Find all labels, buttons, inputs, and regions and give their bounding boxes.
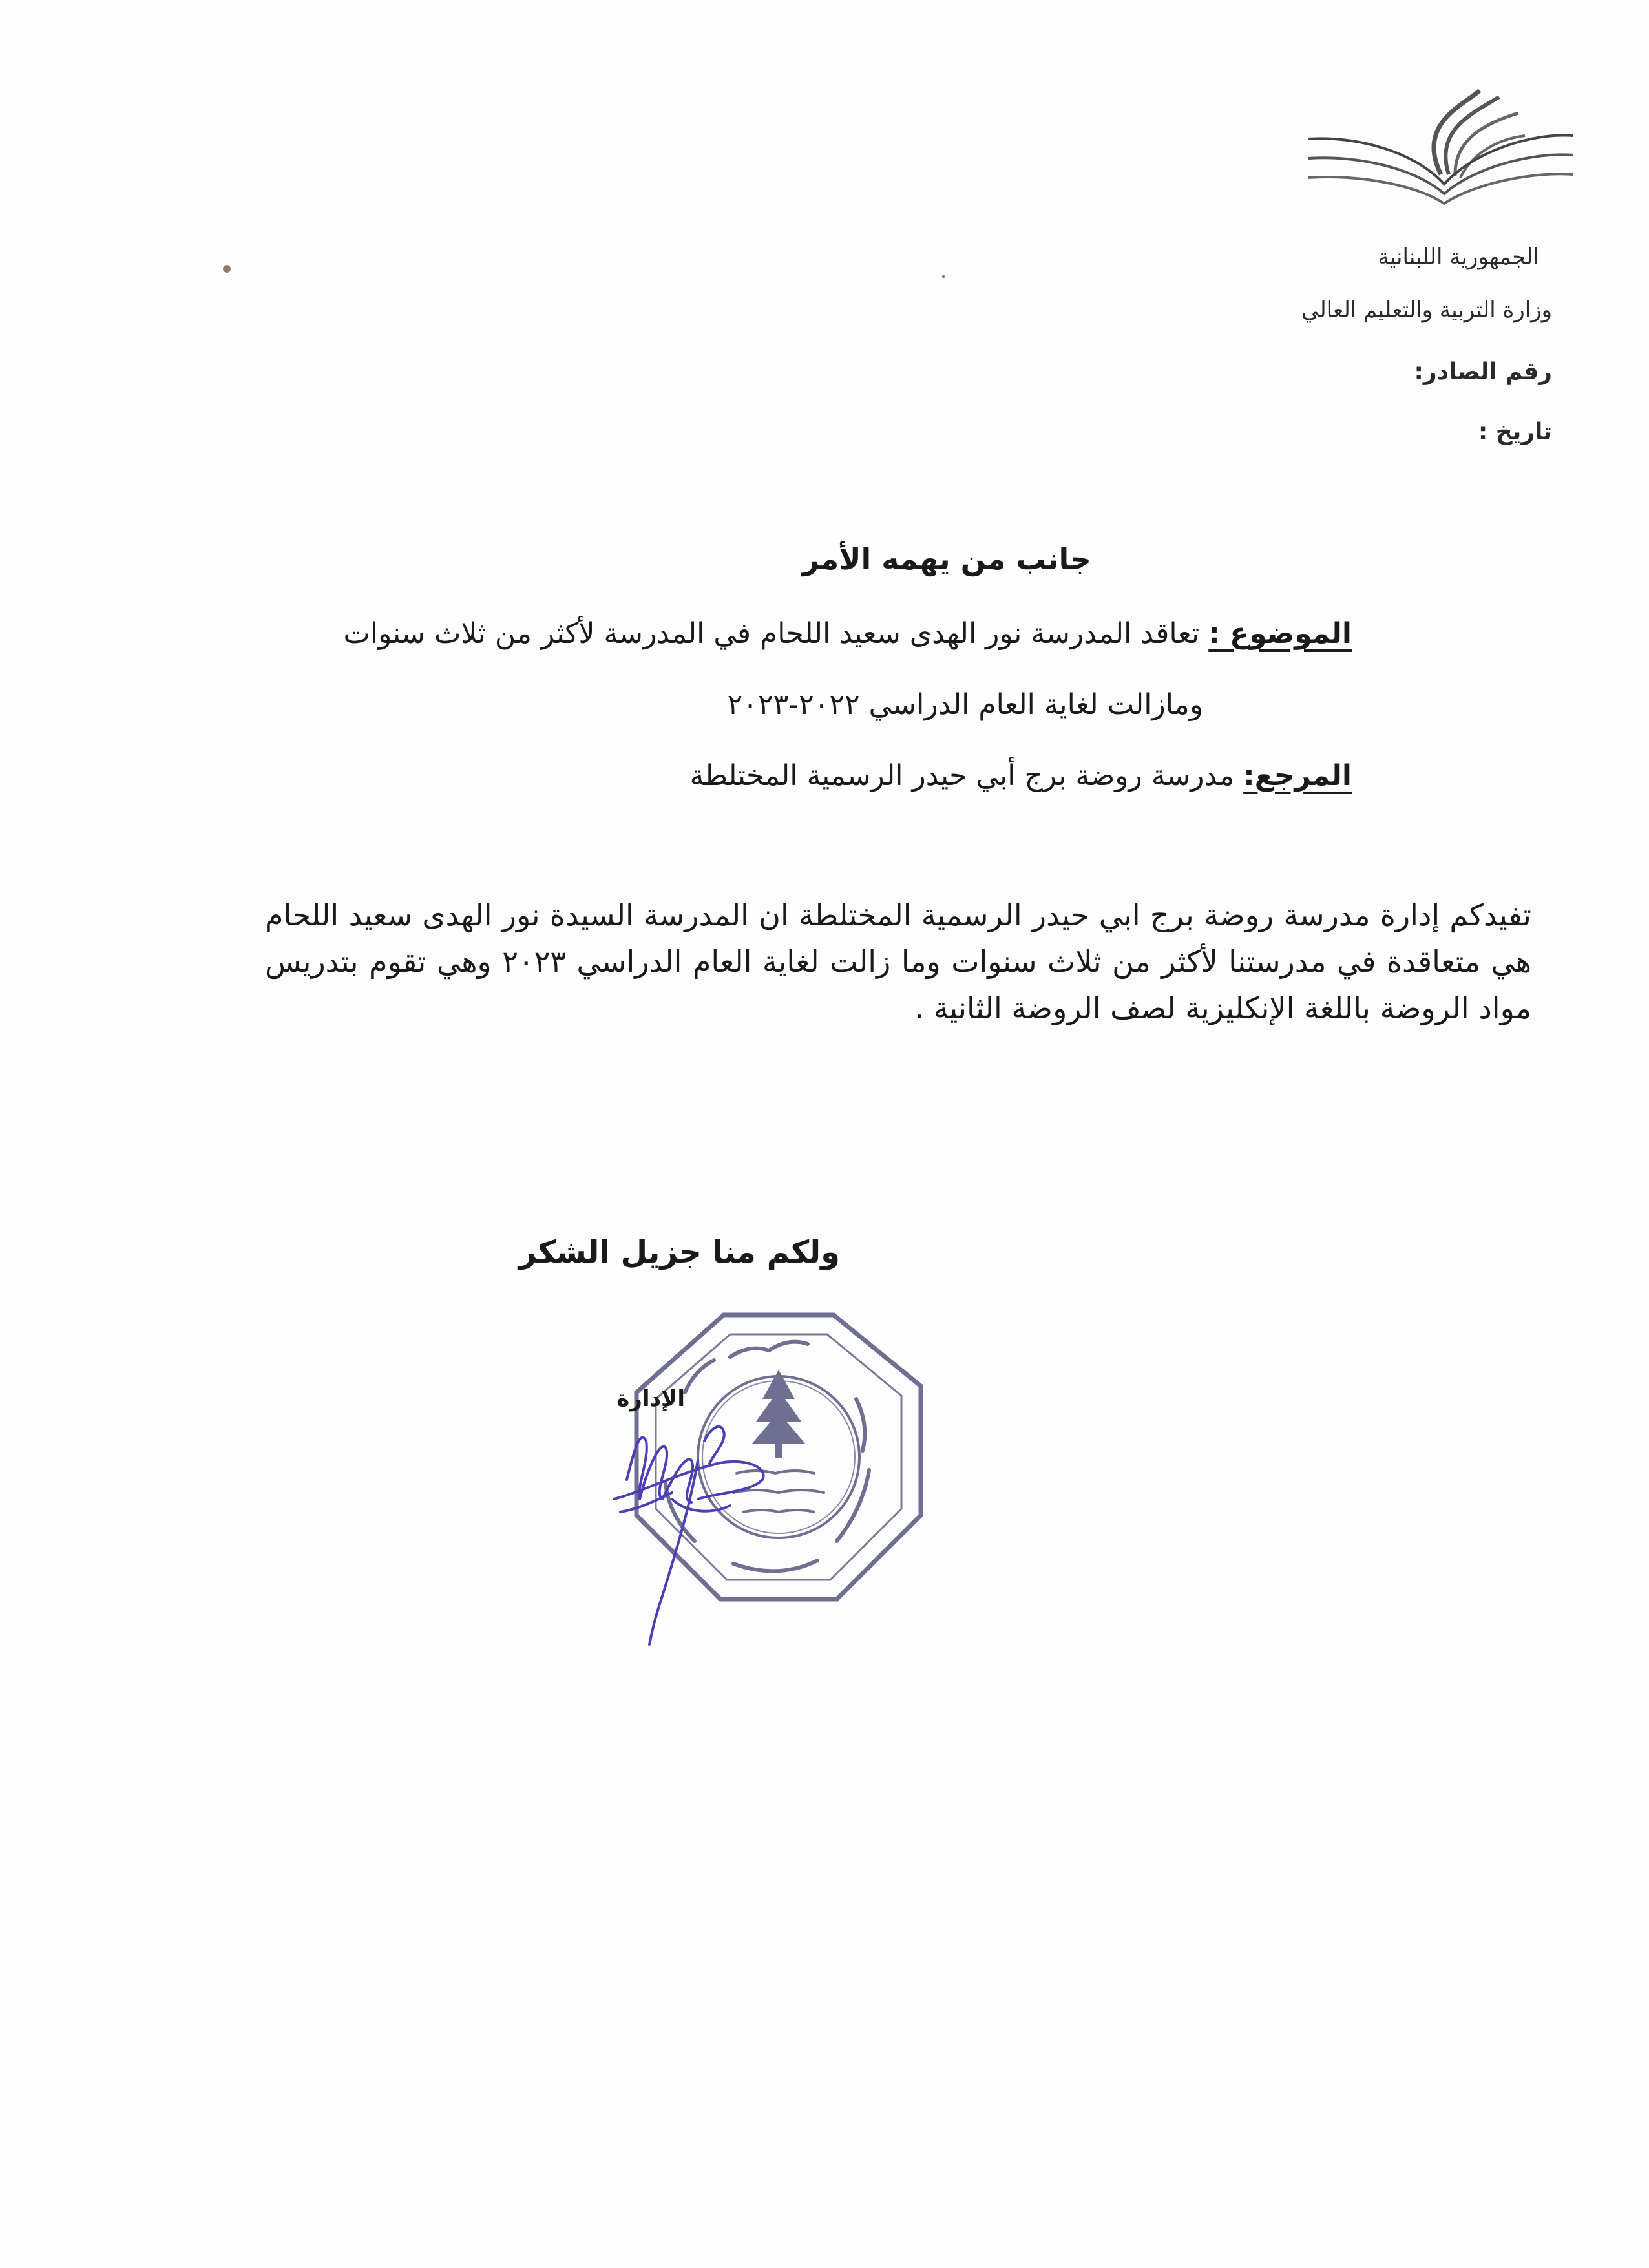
reference-text: مدرسة روضة برج أبي حيدر الرسمية المختلطة xyxy=(689,759,1244,792)
scan-speck xyxy=(942,275,945,278)
subject-text-continued: ومازالت لغاية العام الدراسي ٢٠٢٢-٢٠٢٣ xyxy=(727,688,1203,721)
subject-text: تعاقد المدرسة نور الهدى سعيد اللحام في المدرسة لأكثر من ثلاث سنوات xyxy=(343,617,1209,650)
ministry-logo-icon xyxy=(1305,78,1577,207)
subject-label: الموضوع : xyxy=(1208,617,1352,650)
outgoing-number-label: رقم الصادر: xyxy=(1414,359,1552,385)
letter-body: تفيدكم إدارة مدرسة روضة برج ابي حيدر الرسمية المختلطة ان المدرسة السيدة نور الهدى سعيد اللحام هي متعاقدة في مدرستنا لأكثر من ثلاث سنوات وما زالت لغاية العام الدراسي ٢٠٢٣ وهي تقوم بتدريس مواد الروضة باللغة الإنكليزية لصف الروضة الثانية . xyxy=(265,898,1531,1025)
closing-thanks: ولكم منا جزيل الشكر xyxy=(518,1234,840,1270)
letter-addressee: جانب من يهمه الأمر xyxy=(802,541,1091,576)
header-ministry: وزارة التربية والتعليم العالي xyxy=(1301,297,1552,323)
reference-label: المرجع: xyxy=(1243,759,1352,792)
signature-label: الإدارة xyxy=(616,1386,685,1412)
date-label: تاريخ : xyxy=(1478,419,1552,445)
handwritten-signature xyxy=(601,1402,814,1648)
scan-speck xyxy=(223,265,231,273)
header-republic: الجمهورية اللبنانية xyxy=(1378,244,1539,270)
subject-line xyxy=(343,617,1352,650)
reference-line xyxy=(689,759,1352,792)
